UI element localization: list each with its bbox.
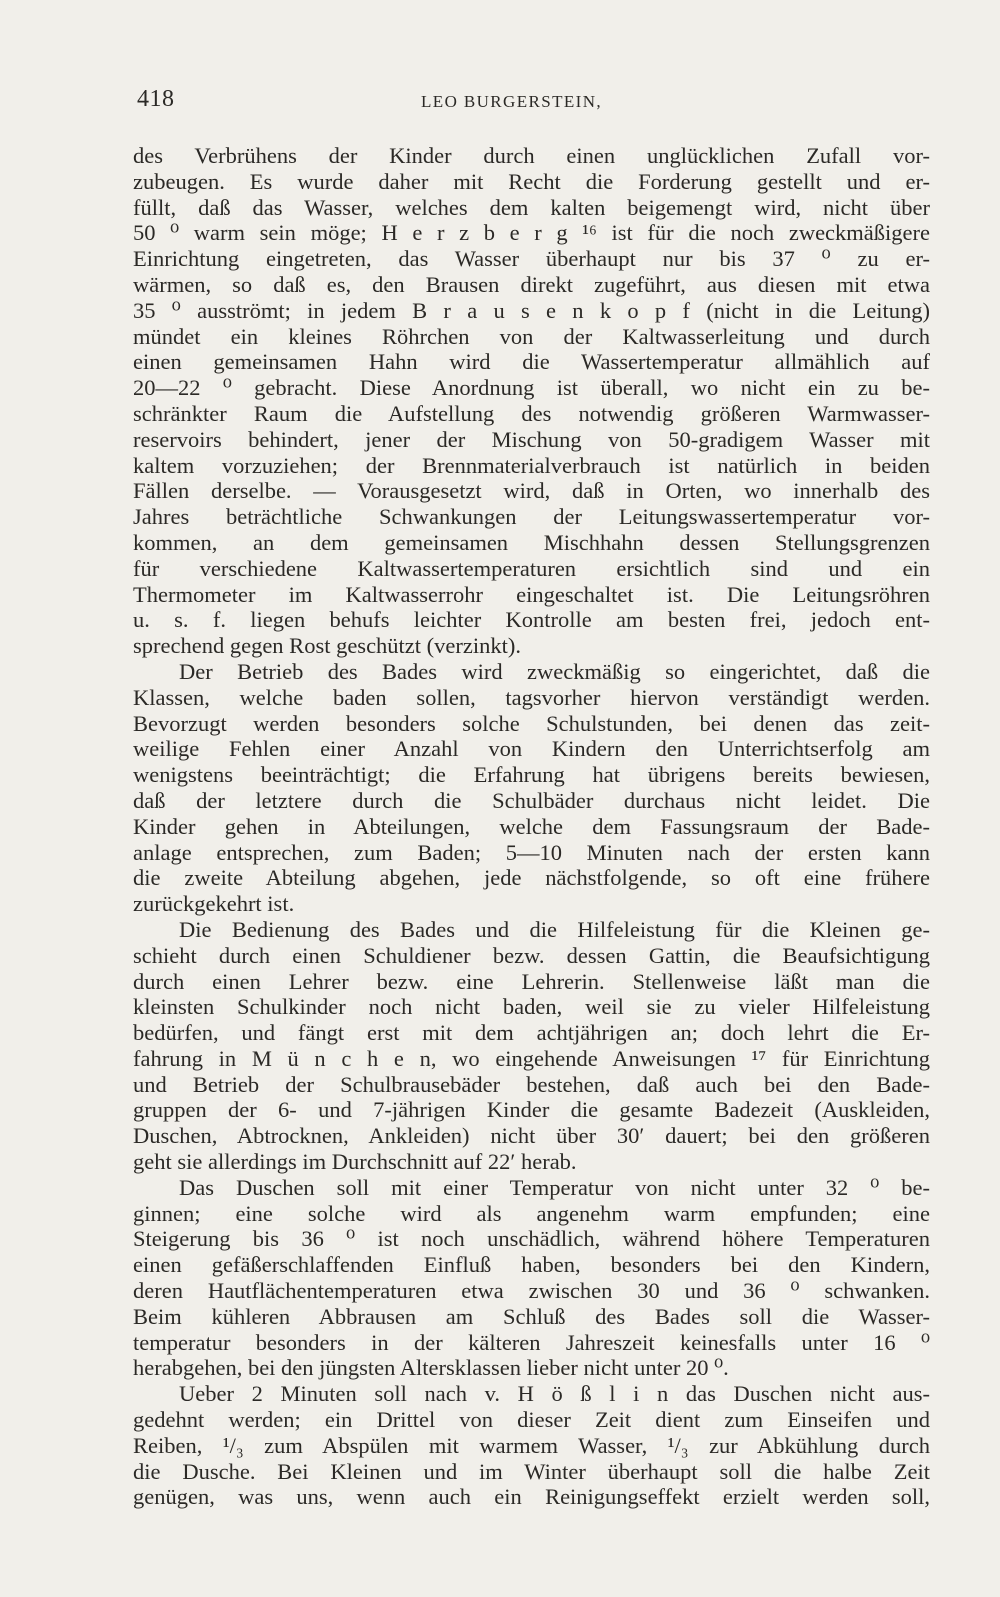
text-line: schieht durch einen Schuldiener bezw. dessen Gattin, die Beaufsichtigung xyxy=(133,942,930,968)
text-line: Kinder gehen in Abteilungen, welche dem Fassungsraum der Bade- xyxy=(133,813,930,839)
text-line: zubeugen. Es wurde daher mit Recht die Forderung gestellt und er- xyxy=(133,168,930,194)
text-line: wärmen, so daß es, den Brausen direkt zugeführt, aus diesen mit etwa xyxy=(133,271,930,297)
text-line: sprechend gegen Rost geschützt (verzinkt). xyxy=(133,633,521,659)
text-line: füllt, daß das Wasser, welches dem kalten beigemengt wird, nicht über xyxy=(133,194,930,220)
text-line: deren Hautflächentemperaturen etwa zwischen 30 und 36 ⁰ schwanken. xyxy=(133,1278,930,1304)
text-line: die Dusche. Bei Kleinen und im Winter überhaupt soll die halbe Zeit xyxy=(133,1458,930,1484)
text-line: mündet ein kleines Röhrchen von der Kaltwasserleitung und durch xyxy=(133,323,930,349)
text-line: genügen, was uns, wenn auch ein Reinigungseffekt erzielt werden soll, xyxy=(133,1484,930,1510)
page-number: 418 xyxy=(137,86,175,112)
text-line: Das Duschen soll mit einer Temperatur von nicht unter 32 ⁰ be- xyxy=(179,1174,930,1200)
text-line: daß der letztere durch die Schulbäder durchaus nicht leidet. Die xyxy=(133,787,930,813)
text-line: gruppen der 6- und 7-jährigen Kinder die gesamte Badezeit (Auskleiden, xyxy=(133,1097,930,1123)
text-line: gedehnt werden; ein Drittel von dieser Zeit dient zum Einseifen und xyxy=(133,1407,930,1433)
paragraph-1 xyxy=(133,143,930,659)
text-line: anlage entsprechen, zum Baden; 5—10 Minuten nach der ersten kann xyxy=(133,839,930,865)
page-header xyxy=(137,86,927,126)
text-line: 50 ⁰ warm sein möge; H e r z b e r g ¹⁶ ist für die noch zweckmäßigere xyxy=(133,220,930,246)
text-line: Ueber 2 Minuten soll nach v. H ö ß l i n das Duschen nicht aus- xyxy=(179,1381,930,1407)
text-line: Duschen, Abtrocknen, Ankleiden) nicht über 30′ dauert; bei den größeren xyxy=(133,1123,930,1149)
text-line: wenigstens beeinträchtigt; die Erfahrung hat übrigens bereits bewiesen, xyxy=(133,762,930,788)
text-line: kommen, an dem gemeinsamen Mischhahn dessen Stellungsgrenzen xyxy=(133,529,930,555)
running-head: LEO BURGERSTEIN, xyxy=(421,92,603,111)
text-line: und Betrieb der Schulbrausebäder bestehen, daß auch bei den Bade- xyxy=(133,1071,930,1097)
paragraph-5 xyxy=(133,1381,930,1510)
text-line: ginnen; eine solche wird als angenehm warm empfunden; eine xyxy=(133,1200,930,1226)
text-line: weilige Fehlen einer Anzahl von Kindern den Unterrichtserfolg am xyxy=(133,736,930,762)
text-line: die zweite Abteilung abgehen, jede nächstfolgende, so oft eine frühere xyxy=(133,865,930,891)
text-line: zurückgekehrt ist. xyxy=(133,891,295,917)
text-line: Beim kühleren Abbrausen am Schluß des Bades soll die Wasser- xyxy=(133,1303,930,1329)
text-line: kaltem vorzuziehen; der Brennmaterialverbrauch ist natürlich in beiden xyxy=(133,452,930,478)
text-line: Der Betrieb des Bades wird zweckmäßig so eingerichtet, daß die xyxy=(179,658,930,684)
paragraph-3 xyxy=(133,917,930,1175)
text-line: Steigerung bis 36 ⁰ ist noch unschädlich, während höhere Temperaturen xyxy=(133,1226,930,1252)
text-line: einen gefäßerschlaffenden Einfluß haben, besonders bei den Kindern, xyxy=(133,1252,930,1278)
text-line: Bevorzugt werden besonders solche Schulstunden, bei denen das zeit- xyxy=(133,710,930,736)
text-line: fahrung in M ü n c h e n, wo eingehende Anweisungen ¹⁷ für Einrichtung xyxy=(133,1045,930,1071)
paragraph-4 xyxy=(133,1175,930,1381)
paragraph-2 xyxy=(133,659,930,917)
text-line: durch einen Lehrer bezw. eine Lehrerin. Stellenweise läßt man die xyxy=(133,968,930,994)
text-line: geht sie allerdings im Durchschnitt auf 22′ herab. xyxy=(133,1149,577,1175)
text-line: Die Bedienung des Bades und die Hilfeleistung für die Kleinen ge- xyxy=(179,916,930,942)
text-line: kleinsten Schulkinder noch nicht baden, weil sie zu vieler Hilfeleistung xyxy=(133,994,930,1020)
text-line: schränkter Raum die Aufstellung des notwendig größeren Warmwasser- xyxy=(133,400,930,426)
text-line: 20—22 ⁰ gebracht. Diese Anordnung ist überall, wo nicht ein zu be- xyxy=(133,375,930,401)
text-line: Einrichtung eingetreten, das Wasser überhaupt nur bis 37 ⁰ zu er- xyxy=(133,246,930,272)
text-line: Jahres beträchtliche Schwankungen der Leitungswassertemperatur vor- xyxy=(133,504,930,530)
text-line: herabgehen, bei den jüngsten Altersklassen lieber nicht unter 20 ⁰. xyxy=(133,1355,729,1381)
text-line: temperatur besonders in der kälteren Jahreszeit keinesfalls unter 16 ⁰ xyxy=(133,1329,930,1355)
text-line: einen gemeinsamen Hahn wird die Wassertemperatur allmählich auf xyxy=(133,349,930,375)
text-line: reservoirs behindert, jener der Mischung von 50-gradigem Wasser mit xyxy=(133,426,930,452)
text-line: u. s. f. liegen behufs leichter Kontrolle am besten frei, jedoch ent- xyxy=(133,607,930,633)
body-text xyxy=(133,143,930,1510)
text-line: Klassen, welche baden sollen, tagsvorher hiervon verständigt werden. xyxy=(133,684,930,710)
text-line: Reiben, ¹/₃ zum Abspülen mit warmem Wasser, ¹/₃ zur Abkühlung durch xyxy=(133,1432,930,1458)
text-line: Thermometer im Kaltwasserrohr eingeschaltet ist. Die Leitungsröhren xyxy=(133,581,930,607)
text-line: bedürfen, und fängt erst mit dem achtjährigen an; doch lehrt die Er- xyxy=(133,1020,930,1046)
text-line: für verschiedene Kaltwassertemperaturen ersichtlich sind und ein xyxy=(133,555,930,581)
text-line: 35 ⁰ ausströmt; in jedem B r a u s e n k o p f (nicht in die Leitung) xyxy=(133,297,930,323)
text-line: Fällen derselbe. — Vorausgesetzt wird, daß in Orten, wo innerhalb des xyxy=(133,478,930,504)
text-line: des Verbrühens der Kinder durch einen unglücklichen Zufall vor- xyxy=(133,143,930,168)
